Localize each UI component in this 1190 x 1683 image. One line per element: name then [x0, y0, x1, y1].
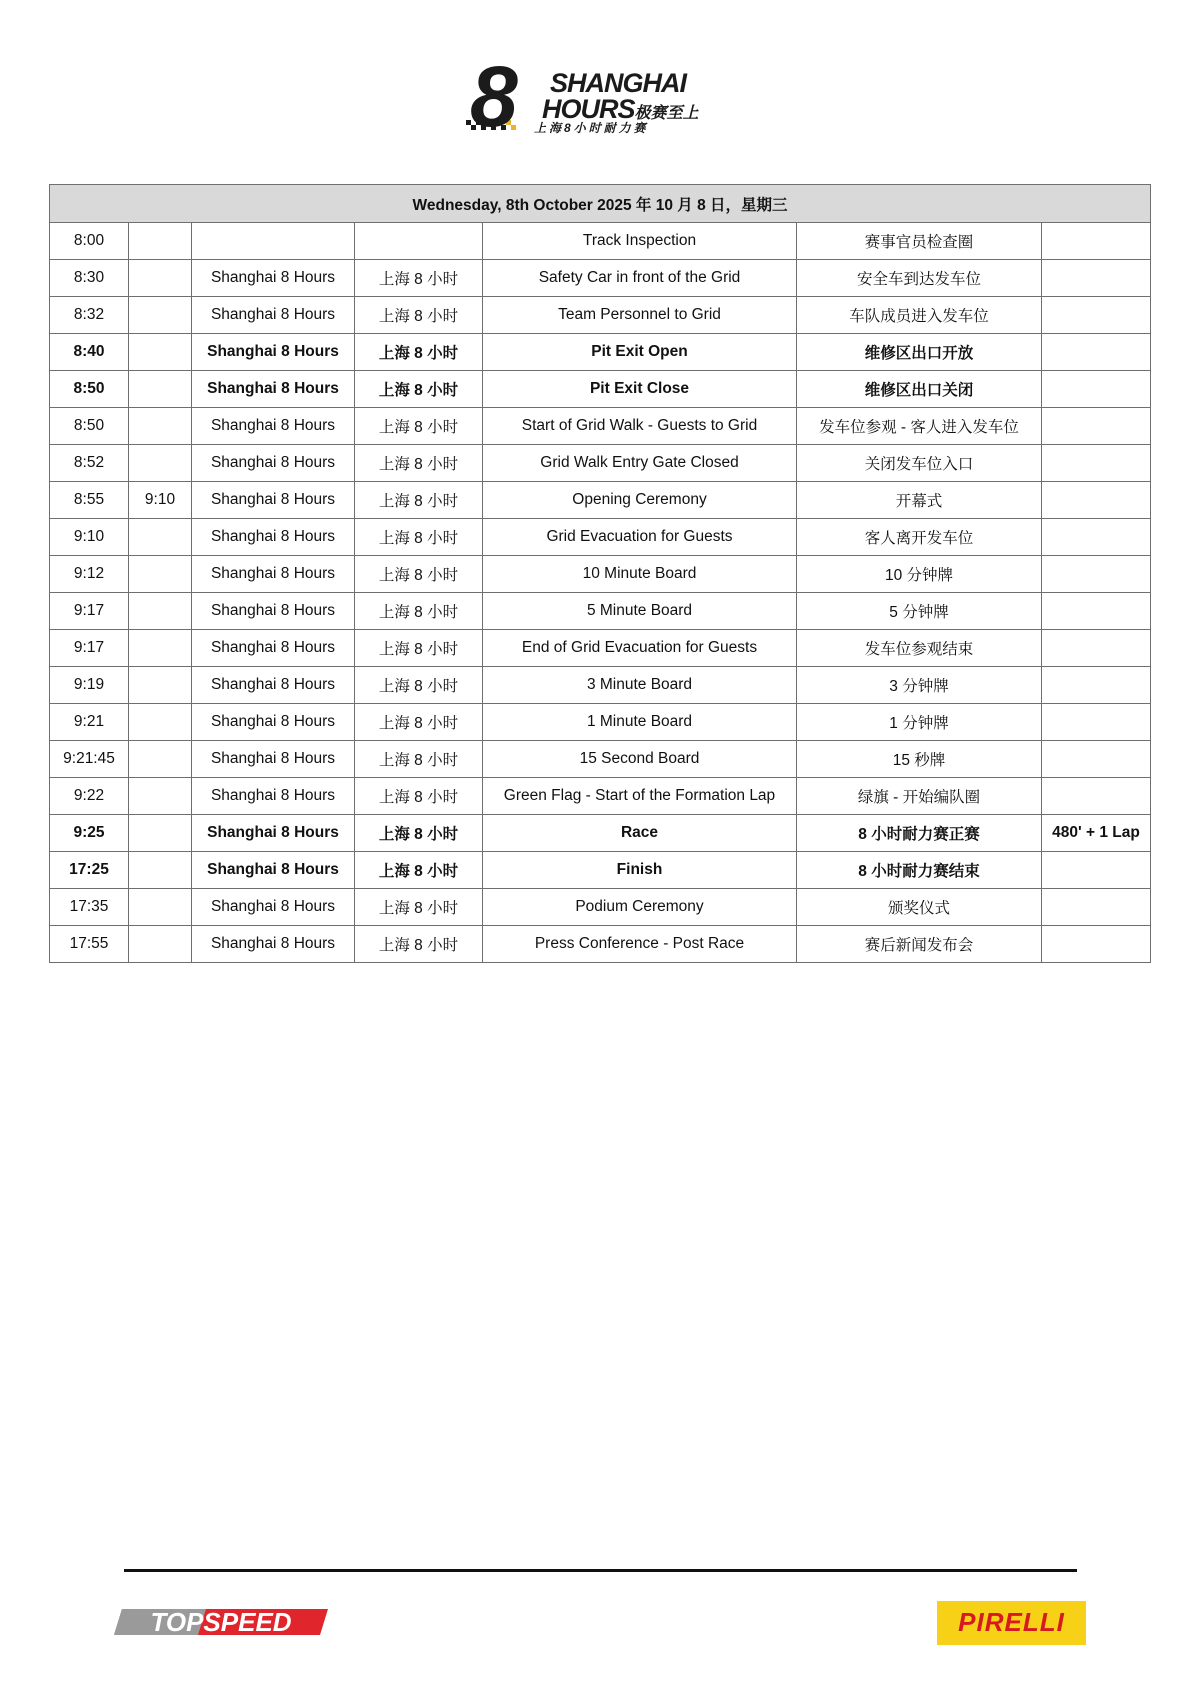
time-cell: 8:00 [50, 223, 129, 260]
series-cell: Shanghai 8 Hours [192, 667, 355, 704]
schedule-row [50, 371, 1151, 408]
time-cell: 9:19 [50, 667, 129, 704]
end-time-cell [129, 667, 192, 704]
note-cell: 480' + 1 Lap [1042, 815, 1151, 852]
schedule-row [50, 482, 1151, 519]
schedule-table [49, 184, 1151, 963]
schedule-row [50, 445, 1151, 482]
series-cell: Shanghai 8 Hours [192, 519, 355, 556]
end-time-cell [129, 778, 192, 815]
series-cn-cell: 上海 8 小时 [355, 778, 483, 815]
series-cn-cell: 上海 8 小时 [355, 445, 483, 482]
time-cell: 9:10 [50, 519, 129, 556]
time-cell: 9:21:45 [50, 741, 129, 778]
shanghai-8-hours-logo [470, 49, 740, 145]
series-cn-cell: 上海 8 小时 [355, 889, 483, 926]
event-cell: 15 Second Board [483, 741, 797, 778]
end-time-cell [129, 593, 192, 630]
end-time-cell [129, 852, 192, 889]
time-cell: 8:32 [50, 297, 129, 334]
series-cell: Shanghai 8 Hours [192, 297, 355, 334]
logo-line2 [542, 96, 699, 123]
end-time-cell [129, 297, 192, 334]
event-cell: 3 Minute Board [483, 667, 797, 704]
event-cn-cell: 发车位参观 - 客人进入发车位 [797, 408, 1042, 445]
series-cell: Shanghai 8 Hours [192, 445, 355, 482]
schedule-row [50, 926, 1151, 963]
time-cell: 8:30 [50, 260, 129, 297]
event-cn-cell: 15 秒牌 [797, 741, 1042, 778]
event-cn-cell: 车队成员进入发车位 [797, 297, 1042, 334]
time-cell: 8:40 [50, 334, 129, 371]
series-cell: Shanghai 8 Hours [192, 815, 355, 852]
series-cn-cell: 上海 8 小时 [355, 297, 483, 334]
note-cell [1042, 223, 1151, 260]
note-cell [1042, 852, 1151, 889]
series-cell: Shanghai 8 Hours [192, 630, 355, 667]
series-cn-cell: 上海 8 小时 [355, 852, 483, 889]
schedule-row [50, 889, 1151, 926]
note-cell [1042, 408, 1151, 445]
event-cn-cell: 关闭发车位入口 [797, 445, 1042, 482]
pirelli-logo-text: PIRELLI [958, 1607, 1065, 1637]
note-cell [1042, 667, 1151, 704]
end-time-cell [129, 926, 192, 963]
logo-numeral: 8 [470, 49, 516, 145]
series-cn-cell [355, 223, 483, 260]
note-cell [1042, 926, 1151, 963]
event-cell: 5 Minute Board [483, 593, 797, 630]
series-cell: Shanghai 8 Hours [192, 778, 355, 815]
series-cn-cell: 上海 8 小时 [355, 260, 483, 297]
series-cell: Shanghai 8 Hours [192, 889, 355, 926]
end-time-cell [129, 741, 192, 778]
event-cell: Grid Evacuation for Guests [483, 519, 797, 556]
time-cell: 9:21 [50, 704, 129, 741]
time-cell: 8:50 [50, 408, 129, 445]
series-cell: Shanghai 8 Hours [192, 852, 355, 889]
series-cell: Shanghai 8 Hours [192, 556, 355, 593]
series-cell: Shanghai 8 Hours [192, 408, 355, 445]
event-cell: 10 Minute Board [483, 556, 797, 593]
schedule-row [50, 297, 1151, 334]
time-cell: 17:35 [50, 889, 129, 926]
event-cn-cell: 维修区出口关闭 [797, 371, 1042, 408]
event-cell: Pit Exit Open [483, 334, 797, 371]
series-cell: Shanghai 8 Hours [192, 260, 355, 297]
end-time-cell: 9:10 [129, 482, 192, 519]
end-time-cell [129, 223, 192, 260]
series-cell: Shanghai 8 Hours [192, 334, 355, 371]
series-cell [192, 223, 355, 260]
schedule-row [50, 334, 1151, 371]
schedule-row [50, 852, 1151, 889]
end-time-cell [129, 630, 192, 667]
event-cell: Grid Walk Entry Gate Closed [483, 445, 797, 482]
logo-line2-en: HOURS [542, 94, 635, 124]
logo-line2-cn: 极赛至上 [634, 105, 699, 122]
schedule-row [50, 741, 1151, 778]
series-cn-cell: 上海 8 小时 [355, 667, 483, 704]
series-cn-cell: 上海 8 小时 [355, 815, 483, 852]
series-cn-cell: 上海 8 小时 [355, 630, 483, 667]
event-cn-cell: 赛事官员检查圈 [797, 223, 1042, 260]
series-cn-cell: 上海 8 小时 [355, 482, 483, 519]
schedule-row [50, 519, 1151, 556]
note-cell [1042, 260, 1151, 297]
event-cell: Race [483, 815, 797, 852]
series-cell: Shanghai 8 Hours [192, 741, 355, 778]
series-cn-cell: 上海 8 小时 [355, 926, 483, 963]
end-time-cell [129, 704, 192, 741]
series-cell: Shanghai 8 Hours [192, 482, 355, 519]
schedule-row [50, 223, 1151, 260]
time-cell: 9:12 [50, 556, 129, 593]
event-cell: Start of Grid Walk - Guests to Grid [483, 408, 797, 445]
schedule-row [50, 260, 1151, 297]
event-cn-cell: 5 分钟牌 [797, 593, 1042, 630]
event-cell: Track Inspection [483, 223, 797, 260]
note-cell [1042, 297, 1151, 334]
event-cn-cell: 开幕式 [797, 482, 1042, 519]
topspeed-logo [114, 1607, 328, 1637]
event-cell: Safety Car in front of the Grid [483, 260, 797, 297]
series-cn-cell: 上海 8 小时 [355, 741, 483, 778]
event-cell: Pit Exit Close [483, 371, 797, 408]
time-cell: 8:50 [50, 371, 129, 408]
schedule-row [50, 593, 1151, 630]
end-time-cell [129, 815, 192, 852]
event-cell: Green Flag - Start of the Formation Lap [483, 778, 797, 815]
schedule-row [50, 630, 1151, 667]
series-cn-cell: 上海 8 小时 [355, 408, 483, 445]
schedule-row [50, 815, 1151, 852]
time-cell: 9:17 [50, 630, 129, 667]
event-cell: 1 Minute Board [483, 704, 797, 741]
series-cn-cell: 上海 8 小时 [355, 334, 483, 371]
footer-divider [124, 1569, 1077, 1572]
schedule-row [50, 667, 1151, 704]
topspeed-logo-text: TOPSPEED [150, 1607, 292, 1637]
event-cn-cell: 8 小时耐力赛结束 [797, 852, 1042, 889]
event-cell: End of Grid Evacuation for Guests [483, 630, 797, 667]
series-cn-cell: 上海 8 小时 [355, 556, 483, 593]
event-cn-cell: 客人离开发车位 [797, 519, 1042, 556]
event-cn-cell: 安全车到达发车位 [797, 260, 1042, 297]
event-cell: Team Personnel to Grid [483, 297, 797, 334]
series-cn-cell: 上海 8 小时 [355, 704, 483, 741]
note-cell [1042, 371, 1151, 408]
schedule-row [50, 408, 1151, 445]
event-cell: Finish [483, 852, 797, 889]
end-time-cell [129, 445, 192, 482]
end-time-cell [129, 334, 192, 371]
event-cn-cell: 颁奖仪式 [797, 889, 1042, 926]
date-heading-row [50, 185, 1151, 223]
time-cell: 9:17 [50, 593, 129, 630]
series-cell: Shanghai 8 Hours [192, 593, 355, 630]
pirelli-logo [937, 1601, 1086, 1645]
event-cell: Podium Ceremony [483, 889, 797, 926]
event-cn-cell: 3 分钟牌 [797, 667, 1042, 704]
event-cell: Press Conference - Post Race [483, 926, 797, 963]
end-time-cell [129, 519, 192, 556]
time-cell: 8:55 [50, 482, 129, 519]
end-time-cell [129, 260, 192, 297]
time-cell: 9:25 [50, 815, 129, 852]
note-cell [1042, 704, 1151, 741]
end-time-cell [129, 889, 192, 926]
event-cn-cell: 绿旗 - 开始编队圈 [797, 778, 1042, 815]
end-time-cell [129, 408, 192, 445]
note-cell [1042, 334, 1151, 371]
end-time-cell [129, 371, 192, 408]
date-heading: Wednesday, 8th October 2025 年 10 月 8 日，星期三 [50, 185, 1151, 223]
series-cn-cell: 上海 8 小时 [355, 371, 483, 408]
event-cn-cell: 1 分钟牌 [797, 704, 1042, 741]
event-cn-cell: 维修区出口开放 [797, 334, 1042, 371]
note-cell [1042, 593, 1151, 630]
note-cell [1042, 519, 1151, 556]
note-cell [1042, 445, 1151, 482]
note-cell [1042, 556, 1151, 593]
schedule-row [50, 556, 1151, 593]
event-cn-cell: 10 分钟牌 [797, 556, 1042, 593]
end-time-cell [129, 556, 192, 593]
time-cell: 9:22 [50, 778, 129, 815]
time-cell: 17:55 [50, 926, 129, 963]
series-cn-cell: 上海 8 小时 [355, 593, 483, 630]
note-cell [1042, 630, 1151, 667]
series-cell: Shanghai 8 Hours [192, 704, 355, 741]
time-cell: 8:52 [50, 445, 129, 482]
event-cell: Opening Ceremony [483, 482, 797, 519]
note-cell [1042, 778, 1151, 815]
event-cn-cell: 赛后新闻发布会 [797, 926, 1042, 963]
logo-subtitle-cn: 上海8小时耐力赛 [534, 121, 649, 135]
note-cell [1042, 741, 1151, 778]
note-cell [1042, 482, 1151, 519]
time-cell: 17:25 [50, 852, 129, 889]
schedule-row [50, 778, 1151, 815]
note-cell [1042, 889, 1151, 926]
series-cell: Shanghai 8 Hours [192, 371, 355, 408]
series-cn-cell: 上海 8 小时 [355, 519, 483, 556]
schedule-body [50, 223, 1151, 963]
event-cn-cell: 发车位参观结束 [797, 630, 1042, 667]
series-cell: Shanghai 8 Hours [192, 926, 355, 963]
event-cn-cell: 8 小时耐力赛正赛 [797, 815, 1042, 852]
schedule-row [50, 704, 1151, 741]
logo-line1: SHANGHAI [550, 68, 687, 98]
